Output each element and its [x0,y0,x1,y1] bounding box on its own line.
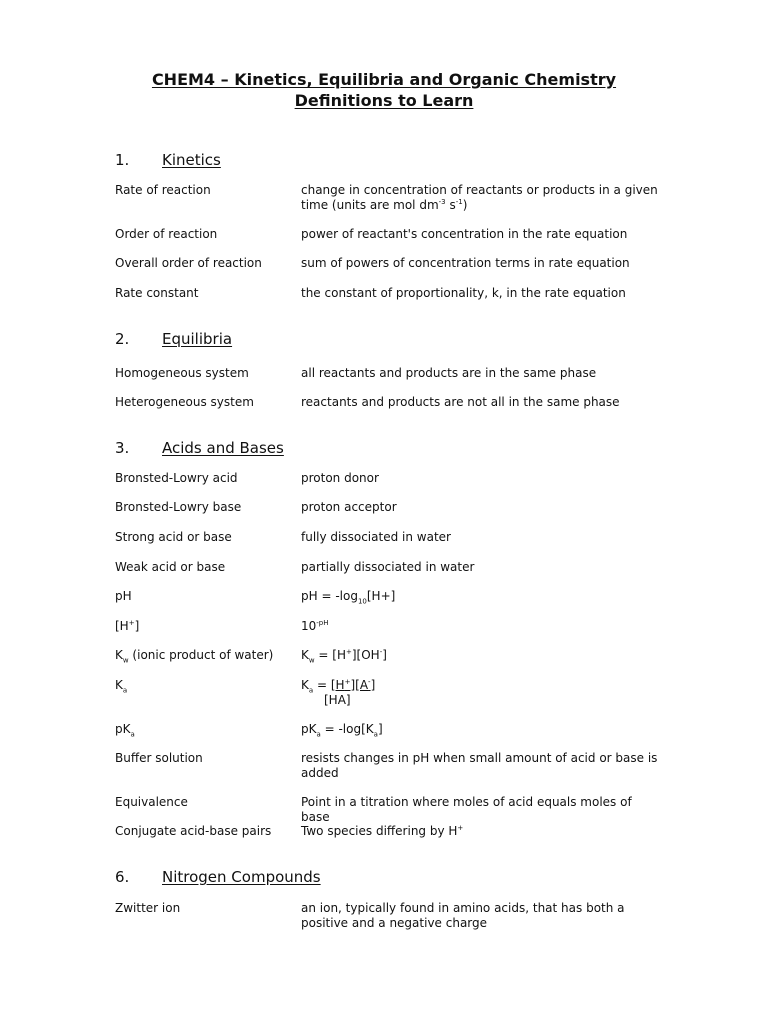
definition-pka [301,722,661,737]
term-buffer-solution: Buffer solution [115,751,203,765]
definition-text: time (units are mol dm [301,198,439,212]
definition-overall-order: sum of powers of concentration terms in rate equation [301,256,630,270]
term-conjugate-acid-base-pairs: Conjugate acid-base pairs [115,824,272,838]
definition-text: = [313,678,331,692]
section-heading-kinetics [115,151,221,169]
superscript: + [128,619,135,627]
definition-text: pK [301,722,317,736]
definition-text: K [301,678,309,692]
term-text: K [115,678,123,692]
term-pka [115,722,135,737]
term-h-plus [115,619,139,634]
section-heading-equilibria [115,330,232,348]
definition-rate-of-reaction [301,183,661,213]
definition-strong-acid-or-base: fully dissociated in water [301,530,451,544]
superscript: + [344,678,351,686]
superscript: -1 [455,198,463,206]
term-rate-constant: Rate constant [115,286,199,300]
term-weak-acid-or-base: Weak acid or base [115,560,226,574]
definition-line: added [301,766,339,780]
definition-text: K [301,648,309,662]
subscript: 10 [357,597,367,606]
definition-line: resists changes in pH when small amount of acid or base is [301,751,658,765]
definition-zwitter-ion [301,901,661,931]
definition-text: ] [377,722,383,736]
definition-h-plus [301,619,661,634]
definition-text: s [445,198,456,212]
section-heading-acids-and-bases [115,439,284,457]
definition-line: positive and a negative charge [301,916,488,930]
section-number: 6. [115,868,130,886]
section-number: 2. [115,330,130,348]
superscript: -3 [438,198,446,206]
term-text: pK [115,722,131,736]
definition-heterogeneous: reactants and products are not all in the same phase [301,395,620,409]
definition-line: change in concentration of reactants or products in a given [301,183,658,197]
subscript: a [373,730,378,739]
definition-conjugate-acid-base-pairs [301,824,661,839]
definition-homogeneous: all reactants and products are in the same phase [301,366,597,380]
term-ph: pH [115,589,132,603]
subscript: a [122,686,128,695]
section-title: Equilibria [162,330,233,348]
term-ka [115,678,127,693]
term-homogeneous: Homogeneous system [115,366,249,380]
term-heterogeneous: Heterogeneous system [115,395,254,409]
definition-text: Two species differing by H [301,824,458,838]
section-number: 3. [115,439,130,457]
definition-weak-acid-or-base: partially dissociated in water [301,560,475,574]
superscript: + [457,824,464,832]
definition-equivalence: Point in a titration where moles of acid equals moles of base [301,795,632,824]
definition-buffer-solution [301,751,661,781]
section-title: Acids and Bases [162,439,284,457]
superscript: + [346,648,352,656]
term-equivalence: Equivalence [115,795,188,809]
document-title-line1: CHEM4 – Kinetics, Equilibria and Organic Chemistry [151,70,617,89]
subscript: w [308,656,315,665]
definition-text: ][OH [351,648,380,662]
definition-ka [301,678,661,708]
definition-kw [301,648,661,663]
fraction-numerator [331,678,375,692]
definition-text: = [H [314,648,346,662]
section-title: Nitrogen Compounds [162,868,321,886]
numerator-text: ] [370,678,376,692]
term-zwitter-ion: Zwitter ion [115,901,181,915]
definition-bronsted-lowry-acid: proton donor [301,471,379,485]
term-rate-of-reaction: Rate of reaction [115,183,211,197]
term-overall-order: Overall order of reaction [115,256,262,270]
document-title-line2: Definitions to Learn [294,91,474,110]
subscript: a [308,686,314,695]
definition-order-of-reaction: power of reactant's concentration in the rate equation [301,227,628,241]
fraction-denominator: [HA] [324,693,351,707]
definition-ph [301,589,661,604]
definition-text: 10 [301,619,317,633]
subscript: a [130,730,135,739]
superscript: - [379,648,383,656]
definition-line: an ion, typically found in amino acids, that has both a [301,901,625,915]
subscript: w [122,656,129,665]
definition-text: ] [382,648,387,662]
term-text: ] [134,619,140,633]
term-bronsted-lowry-acid: Bronsted-Lowry acid [115,471,238,485]
definition-text: pH = -log [301,589,358,603]
superscript: -pH [316,619,329,627]
definition-bronsted-lowry-base: proton acceptor [301,500,397,514]
section-number: 1. [115,151,130,169]
term-text: [H [115,619,129,633]
term-text: (ionic product of water) [128,648,274,662]
term-bronsted-lowry-base: Bronsted-Lowry base [115,500,242,514]
numerator-text: [H [330,678,345,692]
definition-text: = -log[K [320,722,374,736]
section-heading-nitrogen-compounds [115,868,321,886]
definition-text: [H+] [366,589,396,603]
numerator-text: ][A [350,678,369,692]
term-kw [115,648,273,663]
term-text: K [115,648,123,662]
section-title: Kinetics [162,151,221,169]
term-strong-acid-or-base: Strong acid or base [115,530,232,544]
term-order-of-reaction: Order of reaction [115,227,218,241]
definition-text: ) [462,198,468,212]
definition-rate-constant: the constant of proportionality, k, in the rate equation [301,286,626,300]
superscript: - [368,678,371,686]
subscript: a [316,730,321,739]
